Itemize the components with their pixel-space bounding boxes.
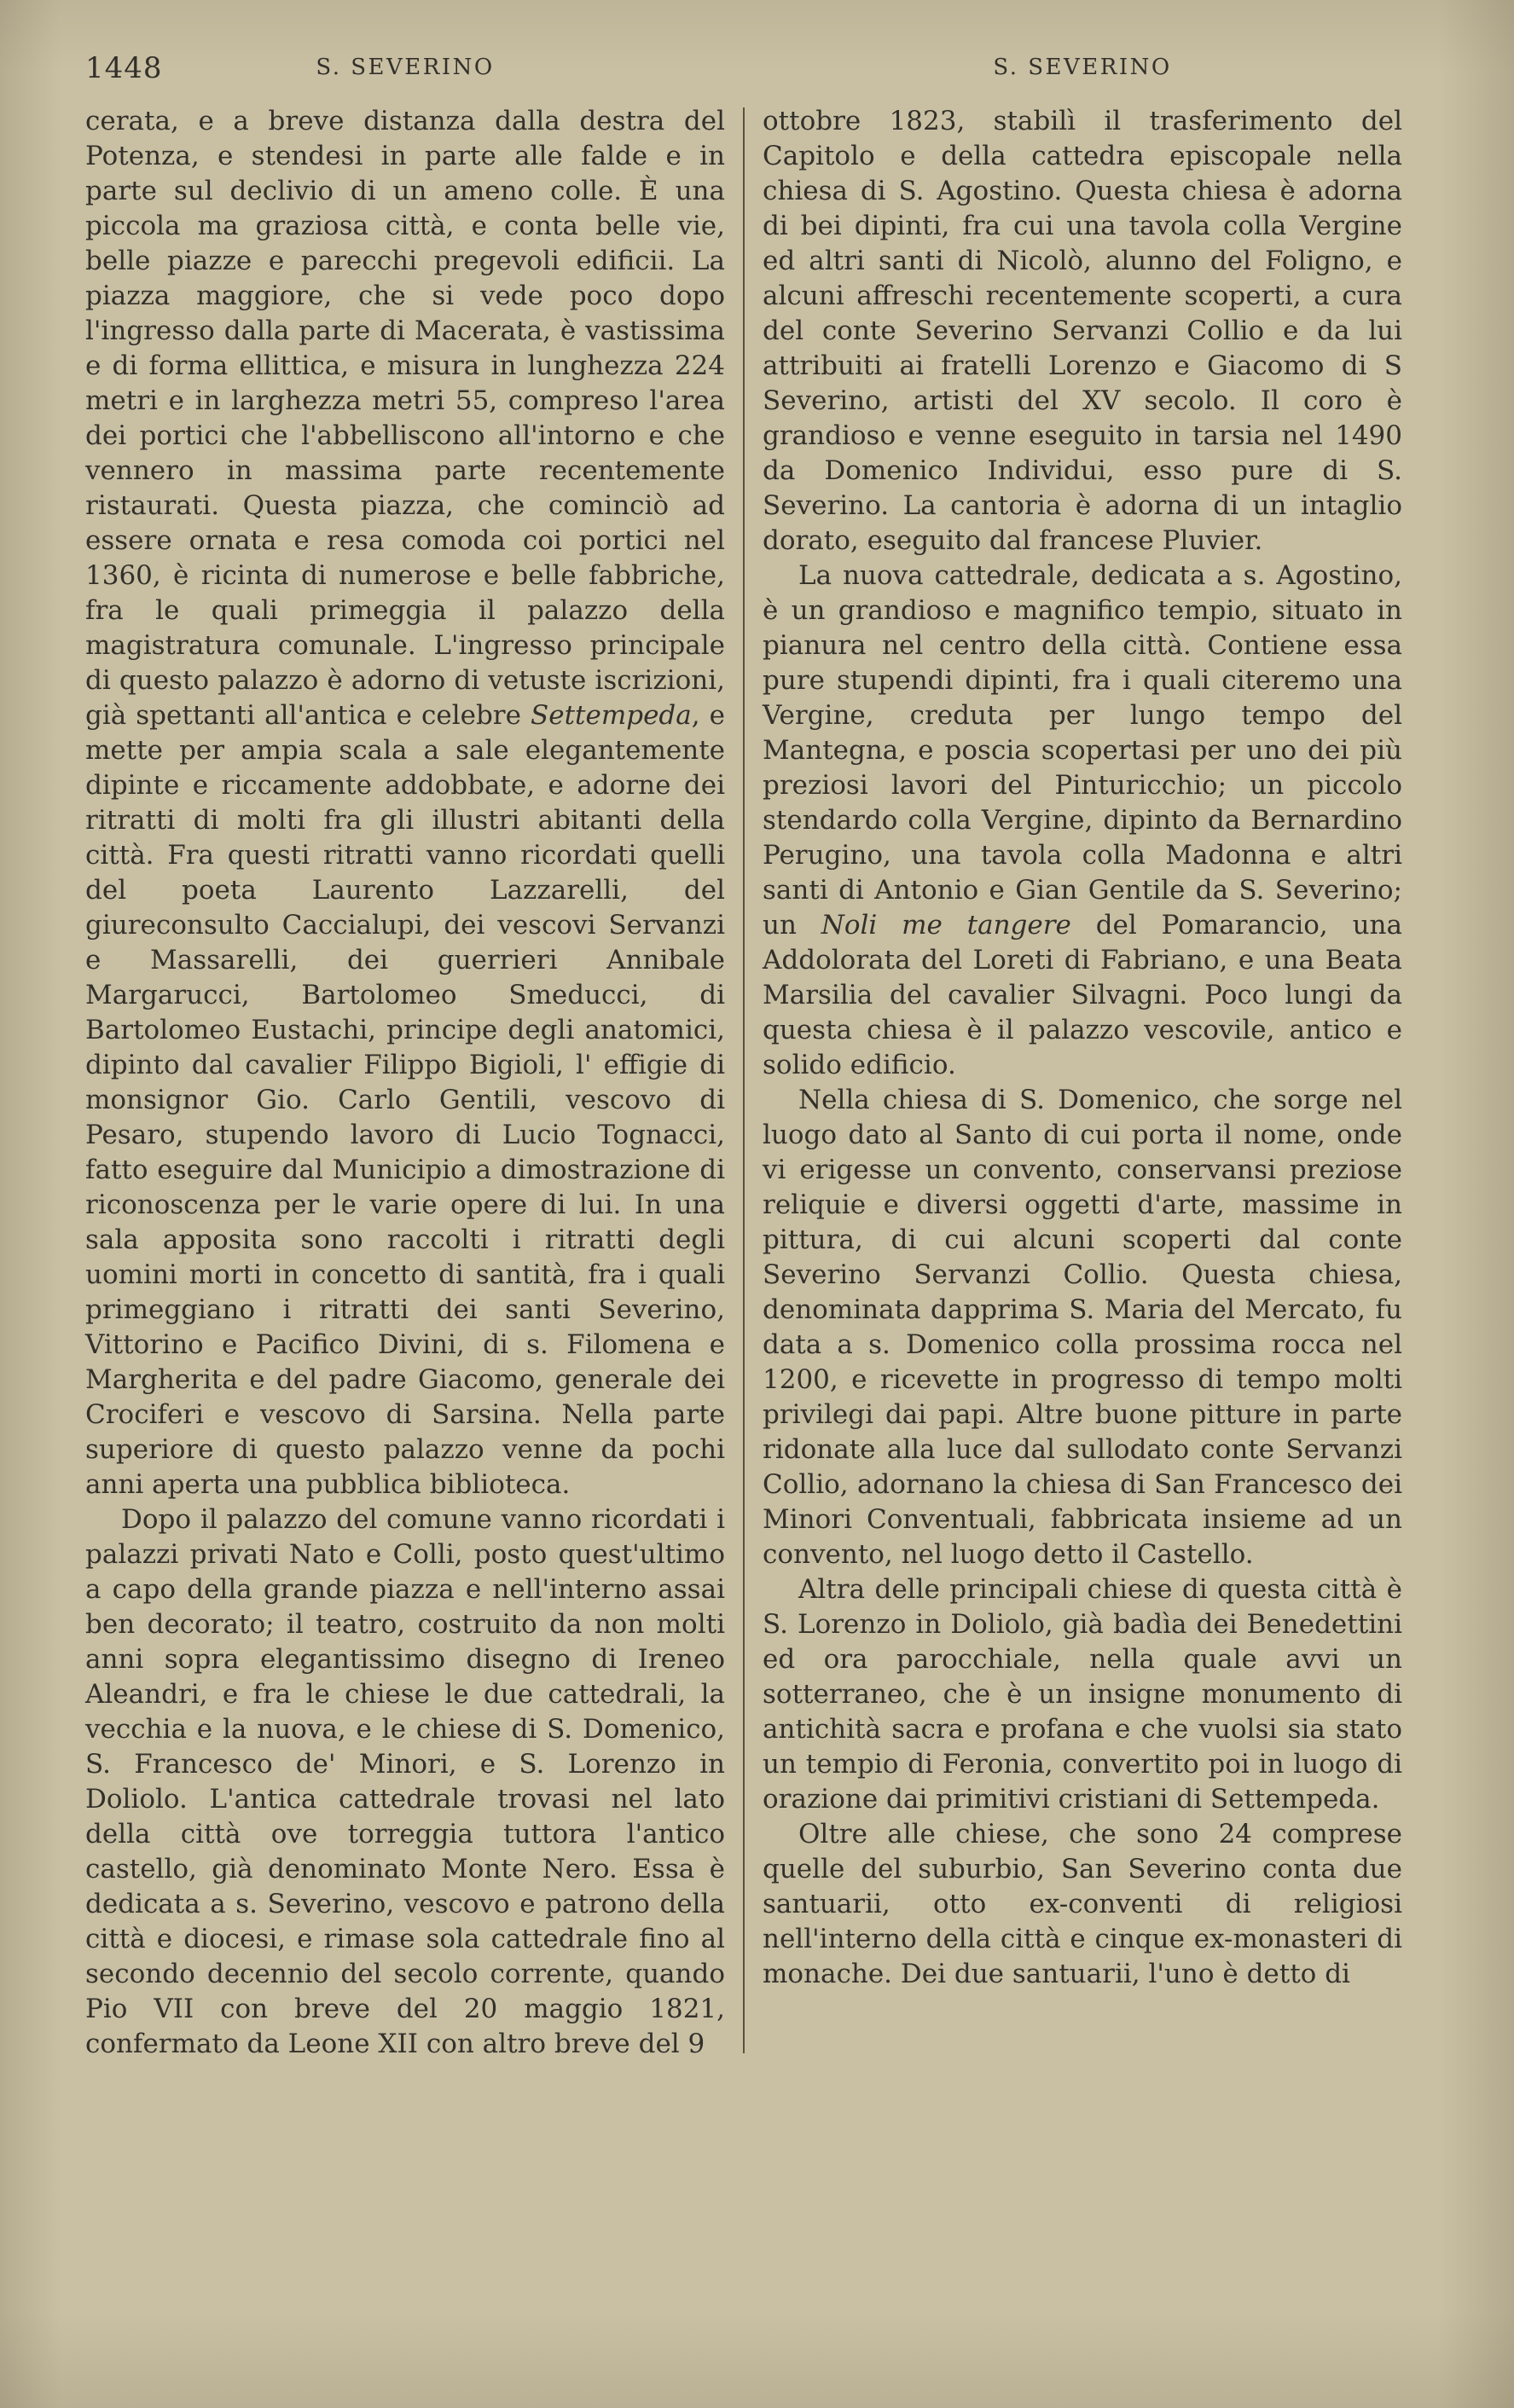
page-number: 1448 bbox=[85, 51, 163, 85]
left-column bbox=[85, 104, 725, 2062]
column-divider-rule bbox=[743, 107, 745, 2053]
italic-text-segment: Noli me tangere bbox=[821, 910, 1071, 941]
text-columns bbox=[85, 104, 1402, 2062]
text-segment: Oltre alle chiese, che sono 24 comprese quelle del suburbio, San Severino conta due santuarii, otto ex-conventi di religiosi nell'interno della città e cinque ex-monasteri di monache. Dei due santuarii, l'uno è detto di bbox=[763, 1819, 1402, 1989]
paragraph bbox=[763, 1817, 1402, 1992]
text-segment: ottobre 1823, stabilì il trasferimento del Capitolo e della cattedra episcopale nella chiesa di S. Agostino. Questa chiesa è adorna di bei dipinti, fra cui una tavola colla Vergine ed altri santi di Nicolò, alunno del Foligno, e alcuni affreschi recentemente scoperti, a cura del conte Severino Servanzi Collio e da lui attribuiti ai fratelli Lorenzo e Giacomo di S Severino, artisti del XV secolo. Il coro è grandioso e venne eseguito in tarsia nel 1490 da Domenico Individui, esso pure di S. Severino. La cantoria è adorna di un intaglio dorato, eseguito dal francese Pluvier. bbox=[763, 106, 1402, 556]
paragraph bbox=[763, 559, 1402, 1083]
paragraph bbox=[763, 1572, 1402, 1817]
text-segment: La nuova cattedrale, dedicata a s. Agostino, è un grandioso e magnifico tempio, situato in pianura nel centro della città. Contiene essa pure stupendi dipinti, fra i quali citeremo una Vergine, creduta per lungo tempo del Mantegna, e poscia scopertasi per uno dei più preziosi lavori del Pinturicchio; un piccolo stendardo colla Vergine, dipinto da Bernardino Perugino, una tavola colla Madonna e altri santi di Antonio e Gian Gentile da S. Severino; un bbox=[763, 560, 1402, 941]
text-segment: Altra delle principali chiese di questa città è S. Lorenzo in Doliolo, già badìa dei Benedettini ed ora parocchiale, nella quale avvi un sotterraneo, che è un insigne monumento di antichità sacra e profana e che vuolsi sia stato un tempio di Feronia, convertito poi in luogo di orazione dai primitivi cristiani di Settempeda. bbox=[763, 1574, 1402, 1815]
page-header-row bbox=[85, 51, 1402, 85]
left-column-header bbox=[85, 51, 725, 85]
right-column-header bbox=[763, 55, 1402, 80]
italic-text-segment: Settempeda bbox=[531, 700, 692, 731]
paragraph bbox=[763, 104, 1402, 559]
text-segment: Dopo il palazzo del comune vanno ricordati i palazzi privati Nato e Colli, posto quest'ultimo a capo della grande piazza e nell'interno assai ben decorato; il teatro, costruito da non molti anni sopra elegantissimo disegno di Ireneo Aleandri, e fra le chiese le due cattedrali, la vecchia e la nuova, e le chiese di S. Domenico, S. Francesco de' Minori, e S. Lorenzo in Doliolo. L'antica cattedrale trovasi nel lato della città ove torreggia tuttora l'antico castello, già denominato Monte Nero. Essa è dedicata a s. Severino, vescovo e patrono della città e diocesi, e rimase sola cattedrale fino al secondo decennio del secolo corrente, quando Pio VII con breve del 20 maggio 1821, confermato da Leone XII con altro breve del 9 bbox=[85, 1504, 725, 2059]
text-segment: Nella chiesa di S. Domenico, che sorge nel luogo dato al Santo di cui porta il nome, onde vi erigesse un convento, conservansi preziose reliquie e diversi oggetti d'arte, massime in pittura, di cui alcuni scoperti dal conte Severino Servanzi Collio. Questa chiesa, denominata dapprima S. Maria del Mercato, fu data a s. Domenico colla prossima rocca nel 1200, e ricevette in progresso di tempo molti privilegi dai papi. Altre buone pitture in parte ridonate alla luce dal sullodato conte Servanzi Collio, adornano la chiesa di San Francesco dei Minori Conventuali, fabbricata insieme ad un convento, nel luogo detto il Castello. bbox=[763, 1085, 1402, 1570]
text-segment: , e mette per ampia scala a sale elegantemente dipinte e riccamente addobbate, e adorne dei ritratti di molti fra gli illustri abitanti della città. Fra questi ritratti vanno ricordati quelli del poeta Laurento Lazzarelli, del giureconsulto Caccialupi, dei vescovi Servanzi e Massarelli, dei guerrieri Annibale Margarucci, Bartolomeo Smeducci, di Bartolomeo Eustachi, principe degli anatomici, dipinto dal cavalier Filippo Bigioli, l' effigie di monsignor Gio. Carlo Gentili, vescovo di Pesaro, stupendo lavoro di Lucio Tognacci, fatto eseguire dal Municipio a dimostrazione di riconoscenza per le varie opere di lui. In una sala apposita sono raccolti i ritratti degli uomini morti in concetto di santità, fra i quali primeggiano i ritratti dei santi Severino, Vittorino e Pacifico Divini, di s. Filomena e Margherita e del padre Giacomo, generale dei Crociferi e vescovo di Sarsina. Nella parte superiore di questo palazzo venne da pochi anni aperta una pubblica biblioteca. bbox=[85, 700, 725, 1500]
right-column bbox=[763, 104, 1402, 2062]
text-segment: del Pomarancio, una Addolorata del Loreti di Fabriano, e una Beata Marsilia del cavalier Silvagni. Poco lungi da questa chiesa è il palazzo vescovile, antico e solido edificio. bbox=[763, 910, 1402, 1080]
running-title-right: S. SEVERINO bbox=[993, 55, 1172, 80]
running-title-left: S. SEVERINO bbox=[316, 55, 495, 80]
paragraph bbox=[763, 1083, 1402, 1572]
paragraph bbox=[85, 104, 725, 1502]
paragraph bbox=[85, 1502, 725, 2062]
text-segment: cerata, e a breve distanza dalla destra del Potenza, e stendesi in parte alle falde e in parte sul declivio di un ameno colle. È una piccola ma graziosa città, e conta belle vie, belle piazze e parecchi pregevoli edificii. La piazza maggiore, che si vede poco dopo l'ingresso dalla parte di Macerata, è vastissima e di forma ellittica, e misura in lunghezza 224 metri e in larghezza metri 55, compreso l'area dei portici che l'abbelliscono all'intorno e che vennero in massima parte recentemente ristaurati. Questa piazza, che cominciò ad essere ornata e resa comoda coi portici nel 1360, è ricinta di numerose e belle fabbriche, fra le quali primeggia il palazzo della magistratura comunale. L'ingresso principale di questo palazzo è adorno di vetuste iscrizioni, già spettanti all'antica e celebre bbox=[85, 106, 725, 731]
